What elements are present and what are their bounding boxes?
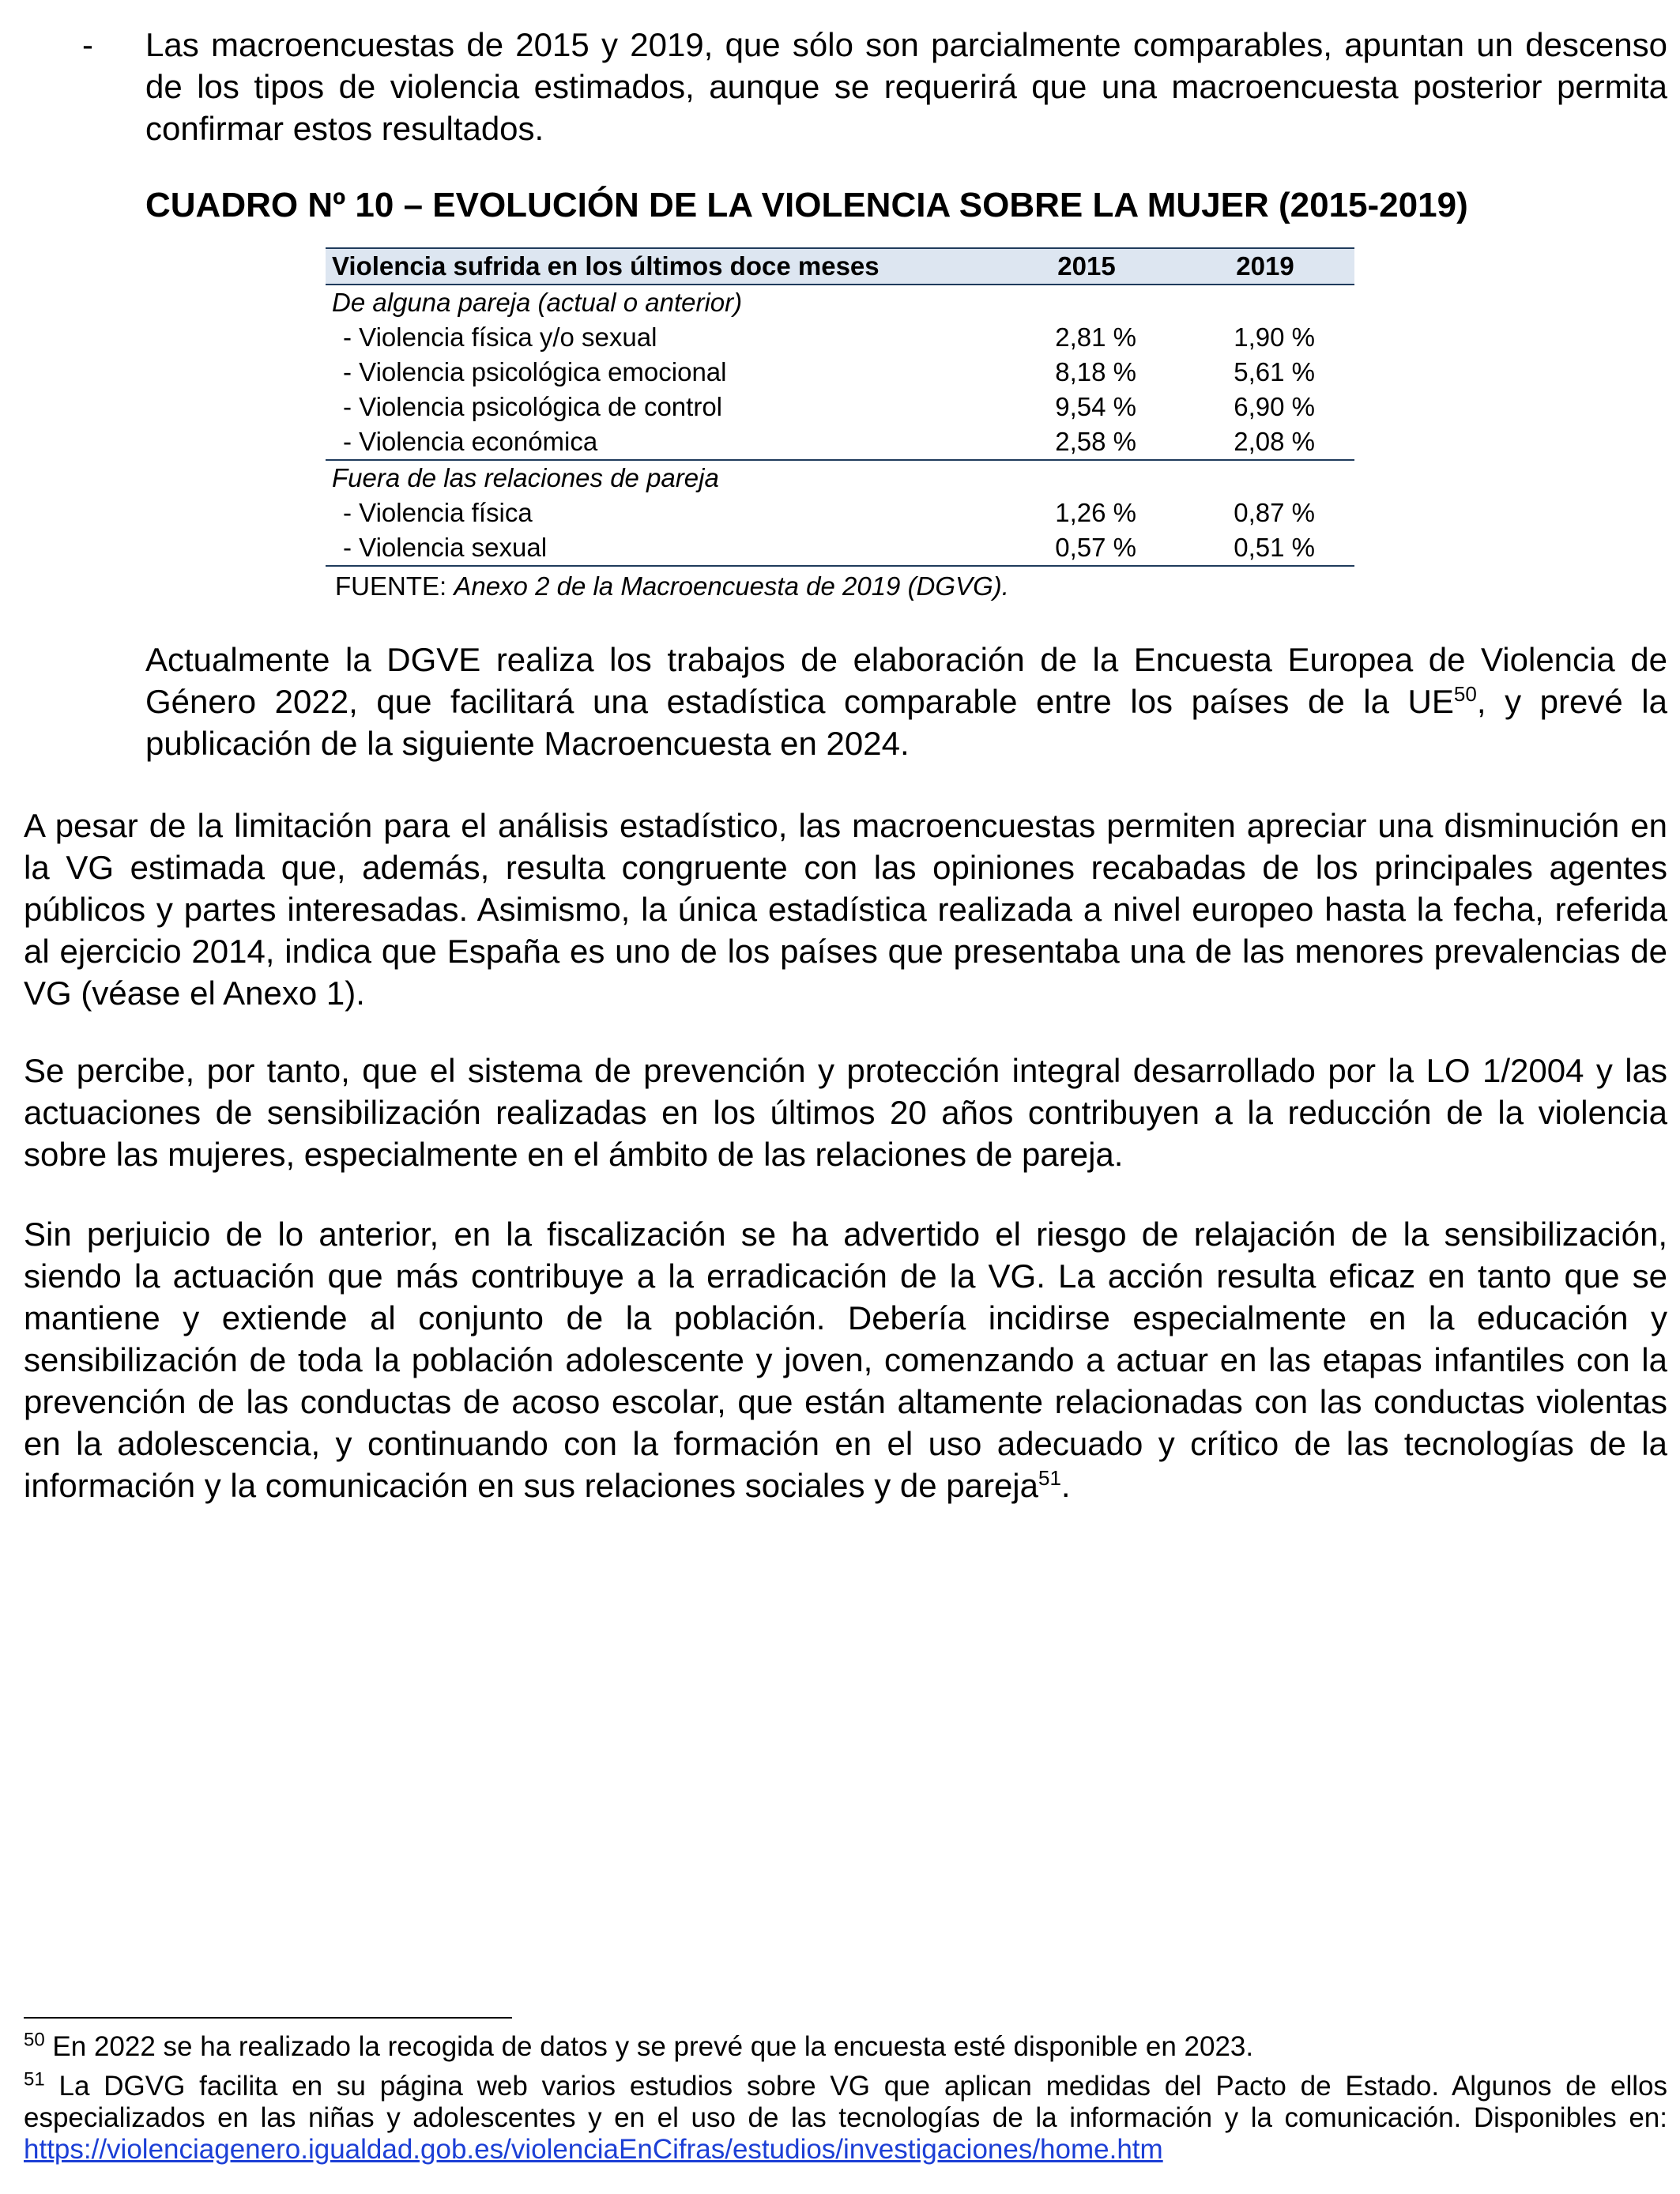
paragraph-text: Sin perjuicio de lo anterior, en la fiscalización se ha advertido el riesgo de relajación de la sensibilización, siendo la actuación que más contribuye a la erradicación de la VG. La acción resulta eficaz en tanto que se mantiene y extiende al conjunto de la población. Debería incidirse especialmente en la educación y sensibilización de toda la población adolescente y joven, comenzando a actuar en las etapas infantiles con la prevención de las conductas de acoso escolar, que están altamente relacionadas con las conductas violentas en la adolescencia, y continuando con la formación en el uso adecuado y crítico de las tecnologías de la información y la comunicación en sus relaciones sociales y de pareja <box>24 1216 1667 1504</box>
footnote-number: 50 <box>24 2029 45 2051</box>
paragraph-text: . <box>1060 1467 1071 1504</box>
footnotes <box>24 2031 1667 2166</box>
value-2015: 9,54 % <box>1055 392 1136 421</box>
table-title: CUADRO Nº 10 – EVOLUCIÓN DE LA VIOLENCIA SOBRE LA MUJER (2015-2019) <box>145 186 1468 224</box>
value-2015: 8,18 % <box>1055 357 1136 386</box>
row-label: - Violencia sexual <box>326 530 997 566</box>
header-category: Violencia sufrida en los últimos doce meses <box>326 248 997 285</box>
table-row <box>326 390 1354 424</box>
table-row <box>326 496 1354 530</box>
footnote-50 <box>24 2031 1667 2063</box>
row-label: - Violencia física y/o sexual <box>343 322 657 352</box>
paragraph-sistema-prevencion: Se percibe, por tanto, que el sistema de prevención y protección integral desarrollado por la LO 1/2004 y las actuaciones de sensibilización realizadas en los últimos 20 años contribuyen a la reducción de la violencia sobre las mujeres, especialmente en el ámbito de las relaciones de pareja. <box>24 1052 1667 1173</box>
row-label: - Violencia económica <box>326 424 997 460</box>
footnote-divider <box>24 2017 512 2019</box>
table-header-row <box>326 248 1354 285</box>
violence-table <box>326 247 1354 567</box>
value-2019: 1,90 % <box>1234 322 1315 352</box>
group-row-fuera-pareja <box>326 460 1354 496</box>
bullet-paragraph: Las macroencuestas de 2015 y 2019, que sólo son parcialmente comparables, apuntan un descenso de los tipos de violencia estimados, aunque se requerirá que una macroencuesta posterior permita confirmar estos resultados. <box>145 26 1667 147</box>
row-label: - Violencia física <box>343 498 533 527</box>
table-row <box>326 530 1354 566</box>
group-label: Fuera de las relaciones de pareja <box>332 463 719 492</box>
footnote-text: En 2022 se ha realizado la recogida de datos y se prevé que la encuesta esté disponible en 2023. <box>44 2031 1254 2062</box>
row-label: - Violencia psicológica de control <box>343 392 722 421</box>
value-2019: 6,90 % <box>1234 392 1315 421</box>
footnote-text: La DGVG facilita en su página web varios estudios sobre VG que aplican medidas del Pacto de Estado. Algunos de ellos especializados en las niñas y adolescentes y en el uso de las tecnologías de la información y la comunicación. Disponibles en: <box>24 2071 1667 2133</box>
paragraph-limitacion: A pesar de la limitación para el análisis estadístico, las macroencuestas permiten apreciar una disminución en la VG estimada que, además, resulta congruente con las opiniones recabadas de los principales agentes públicos y partes interesadas. Asimismo, la única estadística realizada a nivel europeo hasta la fecha, referida al ejercicio 2014, indica que España es uno de los países que presentaba una de las menores prevalencias de VG (véase el Anexo 1). <box>24 807 1667 1012</box>
footnote-ref-50[interactable]: 50 <box>1453 682 1477 706</box>
header-2015: 2015 <box>997 248 1176 285</box>
value-2019: 0,87 % <box>1234 498 1315 527</box>
table-row <box>326 355 1354 390</box>
footnote-51 <box>24 2068 1667 2166</box>
row-label: - Violencia psicológica emocional <box>343 357 727 386</box>
paragraph-text: Actualmente la DGVE realiza los trabajos de elaboración de la Encuesta Europea de Violencia de Género 2022, que facilitará una estadística comparable entre los países de la UE <box>145 641 1667 720</box>
value-2019: 0,51 % <box>1176 530 1354 566</box>
value-2019: 5,61 % <box>1234 357 1315 386</box>
value-2015: 1,26 % <box>1055 498 1136 527</box>
group-row-pareja <box>326 285 1354 320</box>
table-source <box>335 569 1009 604</box>
value-2015: 2,81 % <box>1055 322 1136 352</box>
group-label: De alguna pareja (actual o anterior) <box>332 288 743 317</box>
value-2015: 0,57 % <box>997 530 1176 566</box>
value-2015: 2,58 % <box>997 424 1176 460</box>
paragraph-text: , y prevé la publicación de la siguiente Macroencuesta en 2024. <box>145 683 1667 762</box>
value-2019: 2,08 % <box>1176 424 1354 460</box>
paragraph-sensibilizacion <box>24 1213 1667 1506</box>
footnote-ref-51[interactable]: 51 <box>1038 1466 1061 1490</box>
footnote-number: 51 <box>24 2068 45 2090</box>
table-row <box>326 424 1354 460</box>
source-label: FUENTE: <box>335 571 454 601</box>
table-row <box>326 320 1354 355</box>
source-text: Anexo 2 de la Macroencuesta de 2019 (DGVG). <box>454 571 1009 601</box>
header-2019: 2019 <box>1176 248 1354 285</box>
bullet-marker: - <box>82 26 93 63</box>
paragraph-encuesta-europea <box>145 639 1667 764</box>
footnote-link[interactable]: https://violenciagenero.igualdad.gob.es/violenciaEnCifras/estudios/investigaciones/home.htm <box>24 2134 1163 2165</box>
